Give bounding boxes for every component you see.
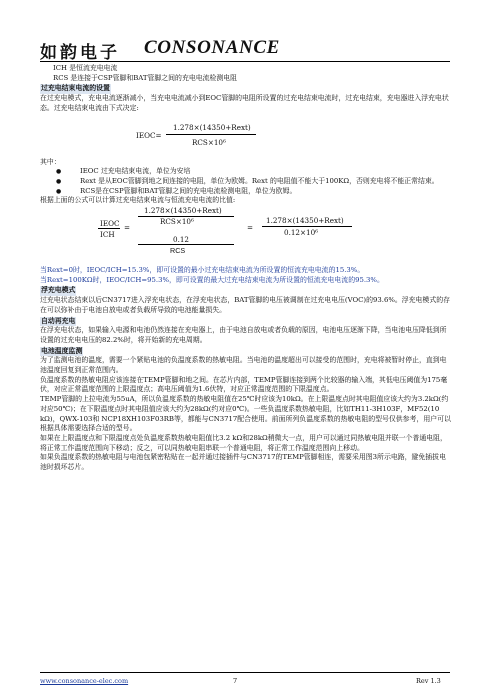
- bullet-rext: ● Rext 是从EOC管脚到地之间连接的电阻，单位为欧姆。Rext 的电阻值不能大于100KΩ，否则充电将不能正常结束。: [40, 177, 452, 187]
- eoc-intro: 在过充电模式，充电电流逐渐减小，当充电电流减小到EOC管脚的电阻所设置的过充电结束电流时，过充电结束，充电器进入浮充电状态。过充电结束电流由下式决定:: [40, 94, 449, 112]
- def-rcs: RCS 是连接于CSP管脚和BAT管脚之间的充电电流检测电阻: [53, 73, 238, 82]
- revision: Rev 1.3: [416, 677, 441, 685]
- company-name-cn: 如韵电子: [40, 43, 120, 63]
- ratio-outer-den: RCS: [170, 246, 186, 256]
- bullet-rcs: ● RCS是在CSP管脚和BAT管脚之间的充电电流检测电阻，单位为欧姆。: [40, 187, 452, 197]
- temp-para-2: 负温度系数的热敏电阻应该连接在TEMP管脚和地之间。在芯片内部，TEMP管脚连接到两个比较器的输入端，其低电压阈值为175毫伏，对应正常温度范围的上限温度点；高电压阈值为1.6伏特，对应正常温度范围的下限温度点。: [40, 375, 448, 394]
- temp-para-3: TEMP管脚的上拉电流为55uA，所以负温度系数的热敏电阻值在25℃时应该为10kΩ。在上限温度点时其电阻值应该大约为3.2kΩ(约对应50℃)；在下限温度点时其电阻值应该大约为28kΩ(约对应0℃)。一些负温度系数热敏电阻，比如TH11-3H103F，MF52(10 kΩ)，QWX-103和 NCP18XH103F03RB等，都能与CN3717配合使用。前面所列负温度系数的热敏电阻的型号仅供参考，用户可以根据具体需要选择合适的型号。: [40, 395, 451, 433]
- document-body: [40, 64, 452, 473]
- temp-para-1: 为了监测电池的温度，需要一个紧贴电池的负温度系数的热敏电阻。当电池的温度超出可以接受的范围时，充电将被暂时停止，直到电池温度回复到正常范围内。: [40, 356, 447, 375]
- page-number: 7: [233, 677, 238, 685]
- bullet-ieoc: ● IEOC 过充电结束电流，单位为安培: [40, 167, 452, 177]
- ratio-intro: 根据上面的公式可以计算过充电结束电流与恒流充电电流的比值:: [40, 196, 236, 205]
- company-name-en: CONSONANCE: [144, 37, 280, 58]
- ratio-eq-1: =: [124, 223, 131, 233]
- formula-eoc-lhs: IEOC=: [136, 130, 162, 140]
- page-header: [40, 34, 450, 64]
- formula-ratio: [40, 206, 452, 266]
- ratio-rhs-num: 1.278×(14350+Rext): [266, 216, 344, 226]
- temp-para-4: 如果在上限温度点和下限温度点处负温度系数热敏电阻值比3.2 kΩ和28kΩ稍微大一点，用户可以通过同热敏电阻并联一个普通电阻，将正常工作温度范围向下移动；反之，可以同热敏电阻串联一个普通电阻，将正常工作温度范围向上移动。: [40, 433, 447, 452]
- header-rule: [40, 61, 450, 62]
- ratio-inner-den: RCS×10⁶: [160, 217, 194, 227]
- where-label: 其中：: [40, 157, 61, 166]
- heading-eoc: 过充电结束电流的设置: [41, 84, 110, 93]
- ratio-lhs-num: IEOC: [100, 219, 120, 229]
- temp-para-5: 如果负温度系数的热敏电阻与电池包紧密粘贴在一起并通过接插件与CN3717的TEMP管脚相连，需要采用图3所示电路，避免插拔电池时损坏芯片。: [40, 453, 446, 472]
- heading-restart: 自动再充电: [41, 316, 76, 325]
- heading-float: 浮充电模式: [41, 286, 76, 295]
- def-ich: ICH 是恒流充电电流: [53, 64, 118, 72]
- result-max: 当Rext=100KΩ时，IEOC/ICH=95.3%，即可设置的最大过充电结束电流为所设置的恒流充电电流的95.3%。: [40, 275, 384, 284]
- formula-eoc-num: 1.278×(14350+Rext): [173, 122, 251, 132]
- restart-text: 在浮充电状态，如果输入电源和电池仍然连接在充电器上，由于电池自放电或者负载的原因，电池电压逐渐下降，当电池电压降低到所设置的过充电电压的82.2%时，将开始新的充电周期。: [40, 326, 447, 344]
- formula-eoc: [40, 114, 452, 158]
- formula-eoc-bar: [166, 134, 256, 135]
- footer-rule: [40, 672, 450, 673]
- ratio-lhs-bar: [98, 228, 120, 229]
- ratio-inner-num: 1.278×(14350+Rext): [144, 206, 222, 216]
- formula-eoc-den: RCS×10⁶: [192, 137, 226, 147]
- ratio-outer-bar: [138, 244, 234, 245]
- ratio-mid: 0.12: [173, 235, 190, 245]
- result-min: 当Rext=0时，IEOC/ICH=15.3%，即可设置的最小过充电结束电流为所设置的恒流充电电流的15.3%。: [40, 266, 365, 275]
- ratio-rhs-den: 0.12×10⁶: [284, 228, 319, 238]
- footer-url-link[interactable]: www.consonance-elec.com: [40, 677, 129, 685]
- heading-temp: 电池温度监测: [41, 346, 83, 355]
- ratio-lhs-den: ICH: [100, 230, 115, 240]
- float-text: 过充电状态结束以后CN3717进入浮充电状态，在浮充电状态，BAT管脚的电压被调制在过充电电压(VOC)的93.6%。浮充电模式的存在可以弥补由于电池自放电或者负载所导致的电池能量损失。: [40, 296, 450, 314]
- ratio-eq-2: =: [247, 223, 254, 233]
- ratio-rhs-bar: [262, 226, 352, 227]
